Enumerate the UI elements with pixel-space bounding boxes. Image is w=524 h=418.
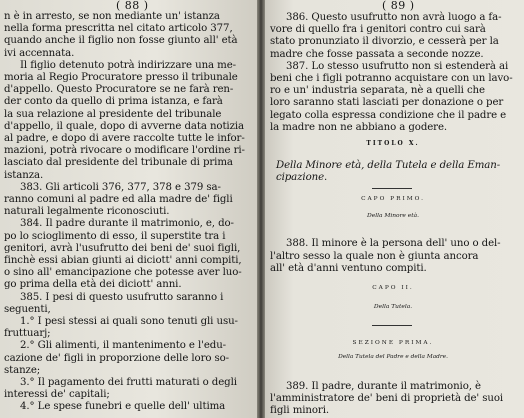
text-line: 388. Il minore è la persona dell' uno o del- <box>286 238 501 249</box>
chapter-subheading: Della Minore età. <box>366 213 420 219</box>
text-line: seguenti, <box>4 303 51 315</box>
text-line: o sino all' emancipazione che potesse aver luo- <box>4 267 242 279</box>
title-subheading: cipazione. <box>276 172 328 183</box>
text-line: figli minori. <box>270 405 329 417</box>
title-subheading: Della Minore età, della Tutela e della Eman- <box>276 160 501 171</box>
text-line: stanze; <box>4 364 41 376</box>
text-line: la sua relazione al presidente del tribunale <box>4 108 222 120</box>
text-line: ivi accennata. <box>4 47 75 59</box>
text-line: 384. Il padre durante il matrimonio, e, do- <box>20 218 234 230</box>
text-line: der conto da quello di prima istanza, e farà <box>4 96 223 108</box>
text-line: mazioni, potrà rivocare o modificare l'ordine ri- <box>4 145 245 157</box>
text-line: 1.° I pesi stessi ai quali sono tenuti gli usu- <box>20 316 238 327</box>
text-line: nella forma prescritta nel citato articolo 377, <box>4 23 233 35</box>
text-line: 386. Questo usufrutto non avrà luogo a fa- <box>286 12 502 23</box>
text-line: quando anche il figlio non fosse giunto all' età <box>4 35 238 47</box>
text-line: finchè essi abian giunti ai diciott' anni compiti, <box>4 255 242 266</box>
text-line: genitori, avrà l'usufrutto dei beni de' suoi figli, <box>4 242 241 254</box>
text-line: po lo scioglimento di esso, il superstite tra i <box>4 230 226 242</box>
section-subheading: Della Tutela del Padre e della Madre. <box>338 354 448 360</box>
text-line: l'amministratore de' beni di proprietà de' suoi <box>270 393 504 405</box>
chapter-subheading: Della Tutela. <box>373 304 413 310</box>
text-line: moria al Regio Procuratore presso il tribunale <box>4 72 238 83</box>
text-line: loro saranno stati lasciati per donazione o per <box>270 97 504 109</box>
text-line: go prima della età dei diciott' anni. <box>4 279 182 291</box>
divider <box>372 188 412 189</box>
text-line: all' età d'anni ventuno compiti. <box>270 263 427 274</box>
text-line: 4.° Le spese funebri e quelle dell' ultima <box>20 401 226 413</box>
text-line: 385. I pesi di questo usufrutto saranno i <box>20 291 224 303</box>
chapter-heading: CAPO II. <box>372 285 414 291</box>
text-line: 3.° Il pagamento dei frutti maturati o degli <box>20 377 237 388</box>
text-line: 389. Il padre, durante il matrimonio, è <box>286 381 481 392</box>
text-line: istanza. <box>4 169 44 181</box>
text-line: al padre, e dopo di avere raccolte tutte le infor- <box>4 133 245 144</box>
text-line: n è in arresto, se non mediante un' istanza <box>4 11 220 22</box>
text-line: cazione de' figli in proporzione delle loro so- <box>4 352 230 364</box>
text-line: madre che fosse passata a seconde nozze. <box>270 48 484 60</box>
text-line: 383. Gli articoli 376, 377, 378 e 379 sa- <box>20 181 221 193</box>
text-line: Il figlio detenuto potrà indirizzare una me- <box>20 59 236 71</box>
chapter-heading: CAPO PRIMO. <box>361 196 425 202</box>
text-line: beni che i figli potranno acquistare con un lavo- <box>270 73 513 84</box>
section-heading: SEZIONE PRIMA. <box>352 340 434 346</box>
text-line: d'appello, il quale, dopo di avverne data notizia <box>4 120 244 132</box>
text-line: ro e un' industria separata, nè a quelli che <box>270 85 485 97</box>
text-line: l'altro sesso la quale non è giunta ancora <box>270 250 479 262</box>
text-line: interessi de' capitali; <box>4 389 110 401</box>
text-line: 2.° Gli alimenti, il mantenimento e l'edu- <box>20 340 227 352</box>
text-line: vore di quello fra i genitori contro cui sarà <box>270 24 486 36</box>
left-page <box>0 0 259 418</box>
text-line: legato colla espressa condizione che il padre e <box>270 109 507 121</box>
page-number-left: ( 88 ) <box>116 0 149 12</box>
text-line: naturali legalmente riconosciuti. <box>4 206 170 218</box>
text-line: fruttuarj; <box>4 328 51 340</box>
book-gutter <box>257 0 265 418</box>
right-page <box>262 0 524 418</box>
text-line: lasciato dal presidente del tribunale di prima <box>4 157 233 169</box>
text-line: ranno comuni al padre ed alla madre de' figli <box>4 194 233 205</box>
text-line: d'appello. Questo Procuratore se ne farà ren- <box>4 84 234 96</box>
title-heading: TITOLO X. <box>366 140 420 147</box>
text-line: la madre non ne abbiano a godere. <box>270 121 448 133</box>
text-line: stato pronunziato il divorzio, e cesserà per la <box>270 36 499 48</box>
text-line: 387. Lo stesso usufrutto non si estenderà ai <box>286 60 509 72</box>
page-number-right: ( 89 ) <box>382 0 415 12</box>
divider <box>372 325 412 326</box>
